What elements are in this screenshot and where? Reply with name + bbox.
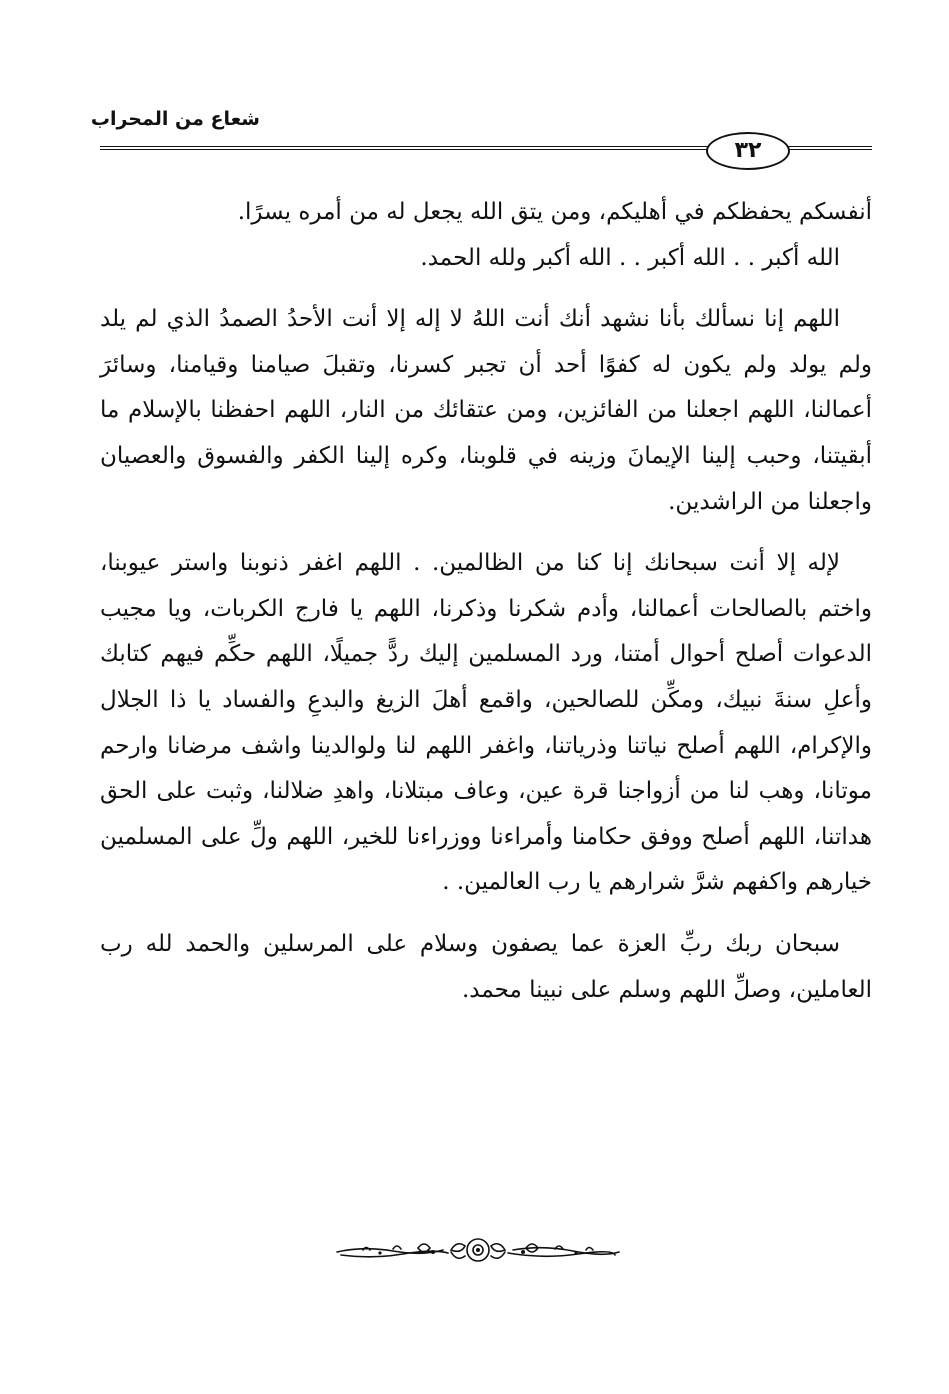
book-title: شعاع من المحراب bbox=[90, 108, 260, 130]
ornament-divider bbox=[333, 1232, 623, 1268]
paragraph-dua-2: لإله إلا أنت سبحانك إنا كنا من الظالمين. . اللهم اغفر ذنوبنا واستر عيوبنا، واختم بالصالحات أعمالنا، وأدم شكرنا وذكرنا، اللهم يا فارج الكربات، ويا مجيب الدعوات أصلح أحوال أمتنا، ورد المسلمين إليك ردًّ جميلًا، اللهم حكِّم فيهم كتابك وأعلِ سنةَ نبيك، ومكِّن للصالحين، واقمع أهلَ الزيغ والبدعِ والفساد يا ذا الجلال والإكرام، اللهم أصلح نياتنا وذرياتنا، واغفر اللهم لنا ولوالدينا واشف مرضانا وارحم موتانا، وهب لنا من أزواجنا قرة عين، وعاف مبتلانا، واهدِ ضلالنا، وثبت على الحق هداتنا، اللهم أصلح ووفق حكامنا وأمراءنا ووزراءنا للخير، اللهم ولِّ على المسلمين خيارهم واكفهم شرَّ شرارهم يا رب العالمين. . bbox=[100, 550, 872, 896]
page-body bbox=[100, 190, 872, 1013]
paragraph-takbeer: الله أكبر . . الله أكبر . . الله أكبر ولله الحمد. bbox=[420, 244, 840, 271]
paragraph-closing: سبحان ربك ربِّ العزة عما يصفون وسلام على المرسلين والحمد لله رب العاملين، وصلِّ اللهم وسلم على نبينا محمد. bbox=[100, 930, 872, 1003]
page-header bbox=[90, 108, 872, 168]
paragraph-dua-1: اللهم إنا نسألك بأنا نشهد أنك أنت اللهُ لا إله إلا أنت الأحدُ الصمدُ الذي لم يلد ولم يولد ولم يكون له كفوًا أحد أن تجبر كسرنا، وتقبلَ صيامنا وقيامنا، وسائرَ أعمالنا، اللهم اجعلنا من الفائزين، ومن عتقائك من النار، اللهم احفظنا بالإسلام ما أبقيتنا، وحبب إلينا الإيمانَ وزينه في قلوبنا، وكره إلينا الكفر والفسوق والعصيان واجعلنا من الراشدين. bbox=[100, 306, 872, 515]
page-number: ٣٢ bbox=[734, 138, 762, 163]
page-number-frame bbox=[706, 132, 790, 170]
paragraph-continuation: أنفسكم يحفظكم في أهليكم، ومن يتق الله يجعل له من أمره يسرًا. bbox=[237, 199, 872, 225]
